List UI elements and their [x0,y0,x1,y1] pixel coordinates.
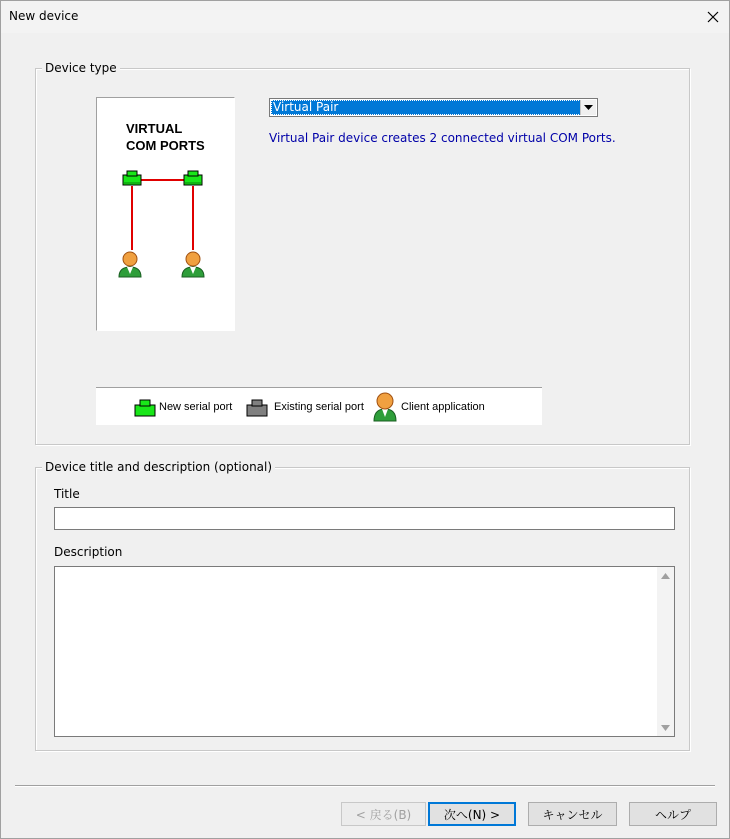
title-label: Title [54,487,80,501]
legend-existing-serial-port: Existing serial port [274,401,364,413]
client-application-icon [119,252,141,277]
client-application-icon [182,252,204,277]
new-serial-port-icon [123,171,141,185]
description-textarea[interactable] [54,566,675,737]
device-details-legend: Device title and description (optional) [42,460,275,474]
existing-serial-port-icon [246,398,268,418]
window-title: New device [9,9,79,23]
back-button[interactable]: < 戻る(B) [341,802,426,826]
description-scrollbar[interactable] [657,567,674,736]
device-type-dropdown[interactable] [269,98,598,117]
close-button[interactable] [697,1,729,33]
device-type-legend: Device type [42,61,120,75]
footer-separator [15,785,715,787]
device-diagram [96,97,235,331]
legend-client-application: Client application [401,401,485,413]
title-bar [1,1,729,33]
title-input[interactable] [54,507,675,530]
new-serial-port-icon [134,398,156,418]
icon-legend-panel [96,387,542,425]
scroll-down-icon[interactable] [657,719,674,736]
scroll-up-icon[interactable] [657,567,674,584]
diagram-graphic [97,98,234,330]
device-type-selected: Virtual Pair [271,100,581,115]
description-label: Description [54,545,123,559]
close-icon [707,11,719,23]
new-serial-port-icon [184,171,202,185]
client-application-icon [373,390,397,422]
next-button[interactable]: 次へ(N) > [428,802,516,826]
cancel-button[interactable]: キャンセル [528,802,617,826]
device-type-description: Virtual Pair device creates 2 connected virtual COM Ports. [269,131,616,145]
diagram-title-line1: VIRTUAL [126,121,183,136]
help-button[interactable]: ヘルプ [629,802,717,826]
chevron-down-icon[interactable] [580,100,596,115]
legend-new-serial-port: New serial port [159,401,233,413]
diagram-title-line2: COM PORTS [126,138,205,153]
